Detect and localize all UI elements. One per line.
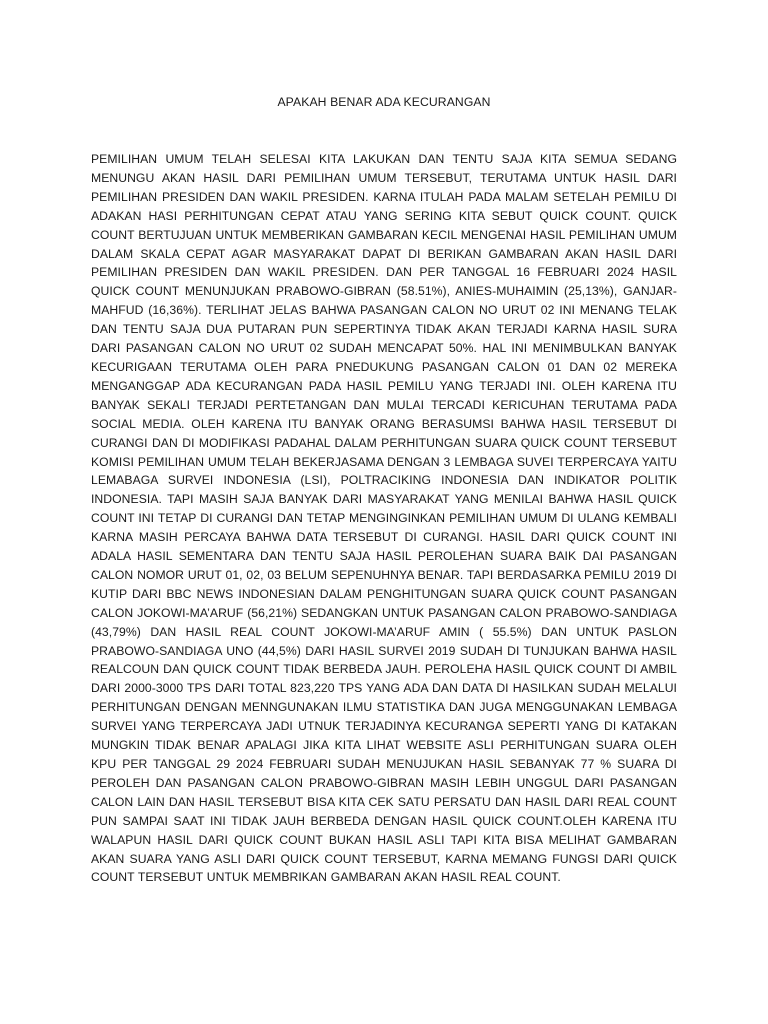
document-body-paragraph: PEMILIHAN UMUM TELAH SELESAI KITA LAKUKAN DAN TENTU SAJA KITA SEMUA SEDANG MENUNGU AKAN HASIL DARI PEMILIHAN UMUM TERSEBUT, TERUTAMA UNTUK HASIL DARI PEMILIHAN PRESIDEN DAN WAKIL PRESIDEN. KARNA ITULAH PADA MALAM SETELAH PEMILU DI ADAKAN HASI PERHITUNGAN CEPAT ATAU YANG SERING KITA SEBUT QUICK COUNT. QUICK COUNT BERTUJUAN UNTUK MEMBERIKAN GAMBARAN KECIL MENGENAI HASIL PEMILIHAN UMUM DALAM SKALA CEPAT AGAR MASYARAKAT DAPAT DI BERIKAN GAMBARAN AKAN HASIL DARI PEMILIHAN PRESIDEN DAN WAKIL PRESIDEN. DAN PER TANGGAL 16 FEBRUARI 2024 HASIL QUICK COUNT MENUNJUKAN PRABOWO-GIBRAN (58.51%), ANIES-MUHAIMIN (25,13%), GANJAR-MAHFUD (16,36%). TERLIHAT JELAS BAHWA PASANGAN CALON NO URUT 02 INI MENANG TELAK DAN TENTU SAJA DUA PUTARAN PUN SEPERTINYA TIDAK AKAN TERJADI KARNA HASIL SURA DARI PASANGAN CALON NO URUT 02 SUDAH MENCAPAT 50%. HAL INI MENIMBULKAN BANYAK KECURIGAAN TERUTAMA OLEH PARA PNEDUKUNG PASANGAN CALON 01 DAN 02 MEREKA MENGANGGAP ADA KECURANGAN PADA HASIL PEMILU YANG TERJADI INI. OLEH KARENA ITU BANYAK SEKALI TERJADI PERTETANGAN DAN MULAI TERCADI KERICUHAN TERUTAMA PADA SOCIAL MEDIA. OLEH KARENA ITU BANYAK ORANG BERASUMSI BAHWA HASIL TERSEBUT DI CURANGI DAN DI MODIFIKASI PADAHAL DALAM PERHITUNGAN SUARA QUICK COUNT TERSEBUT KOMISI PEMILIHAN UMUM TELAH BEKERJASAMA DENGAN 3 LEMBAGA SUVEI TERPERCAYA YAITU LEMABAGA SURVEI INDONESIA (LSI), POLTRACIKING INDONESIA DAN INDIKATOR POLITIK INDONESIA. TAPI MASIH SAJA BANYAK DARI MASYARAKAT YANG MENILAI BAHWA HASIL QUICK COUNT INI TETAP DI CURANGI DAN TETAP MENGINGINKAN PEMILIHAN UMUM DI ULANG KEMBALI KARNA MASIH PERCAYA BAHWA DATA TERSEBUT DI CURANGI. HASIL DARI QUICK COUNT INI ADALA HASIL SEMENTARA DAN TENTU SAJA HASIL PEROLEHAN SUARA BAIK DAI PASANGAN CALON NOMOR URUT 01, 02, 03 BELUM SEPENUHNYA BENAR. TAPI BERDASARKA PEMILU 2019 DI KUTIP DARI BBC NEWS INDONESIAN DALAM PENGHITUNGAN SUARA QUICK COUNT PASANGAN CALON JOKOWI-MA’ARUF (56,21%) SEDANGKAN UNTUK PASANGAN CALON PRABOWO-SANDIAGA (43,79%) DAN HASIL REAL COUNT JOKOWI-MA’ARUF AMIN ( 55.5%) DAN UNTUK PASLON PRABOWO-SANDIAGA UNO (44,5%) DARI HASIL SURVEI 2019 SUDAH DI TUNJUKAN BAHWA HASIL REALCOUN DAN QUICK COUNT TIDAK BERBEDA JAUH. PEROLEHA HASIL QUICK COUNT DI AMBIL DARI 2000-3000 TPS DARI TOTAL 823,220 TPS YANG ADA DAN DATA DI HASILKAN SUDAH MELALUI PERHITUNGAN DENGAN MENNGUNAKAN ILMU STATISTIKA DAN JUGA MENGGUNAKAN LEMBAGA SURVEI YANG TERPERCAYA JADI UTNUK TERJADINYA KECURANGA SEPERTI YANG DI KATAKAN MUNGKIN TIDAK BENAR APALAGI JIKA KITA LIHAT WEBSITE ASLI PERHITUNGAN SUARA OLEH KPU PER TANGGAL 29 2024 FEBRUARI SUDAH MENUJUKAN HASIL SEBANYAK 77 % SUARA DI PEROLEH DAN PASANGAN CALON PRABOWO-GIBRAN MASIH LEBIH UNGGUL DARI PASANGAN CALON LAIN DAN HASIL TERSEBUT BISA KITA CEK SATU PERSATU DAN HASIL DARI REAL COUNT PUN SAMPAI SAAT INI TIDAK JAUH BERBEDA DENGAN HASIL QUICK COUNT.OLEH KARENA ITU WALAPUN HASIL DARI QUICK COUNT BUKAN HASIL ASLI TAPI KITA BISA MELIHAT GAMBARAN AKAN SUARA YANG ASLI DARI QUICK COUNT TERSEBUT, KARNA MEMANG FUNGSI DARI QUICK COUNT TERSEBUT UNTUK MEMBRIKAN GAMBARAN AKAN HASIL REAL COUNT. [91, 152, 677, 885]
document-title: APAKAH BENAR ADA KECURANGAN [277, 95, 491, 109]
